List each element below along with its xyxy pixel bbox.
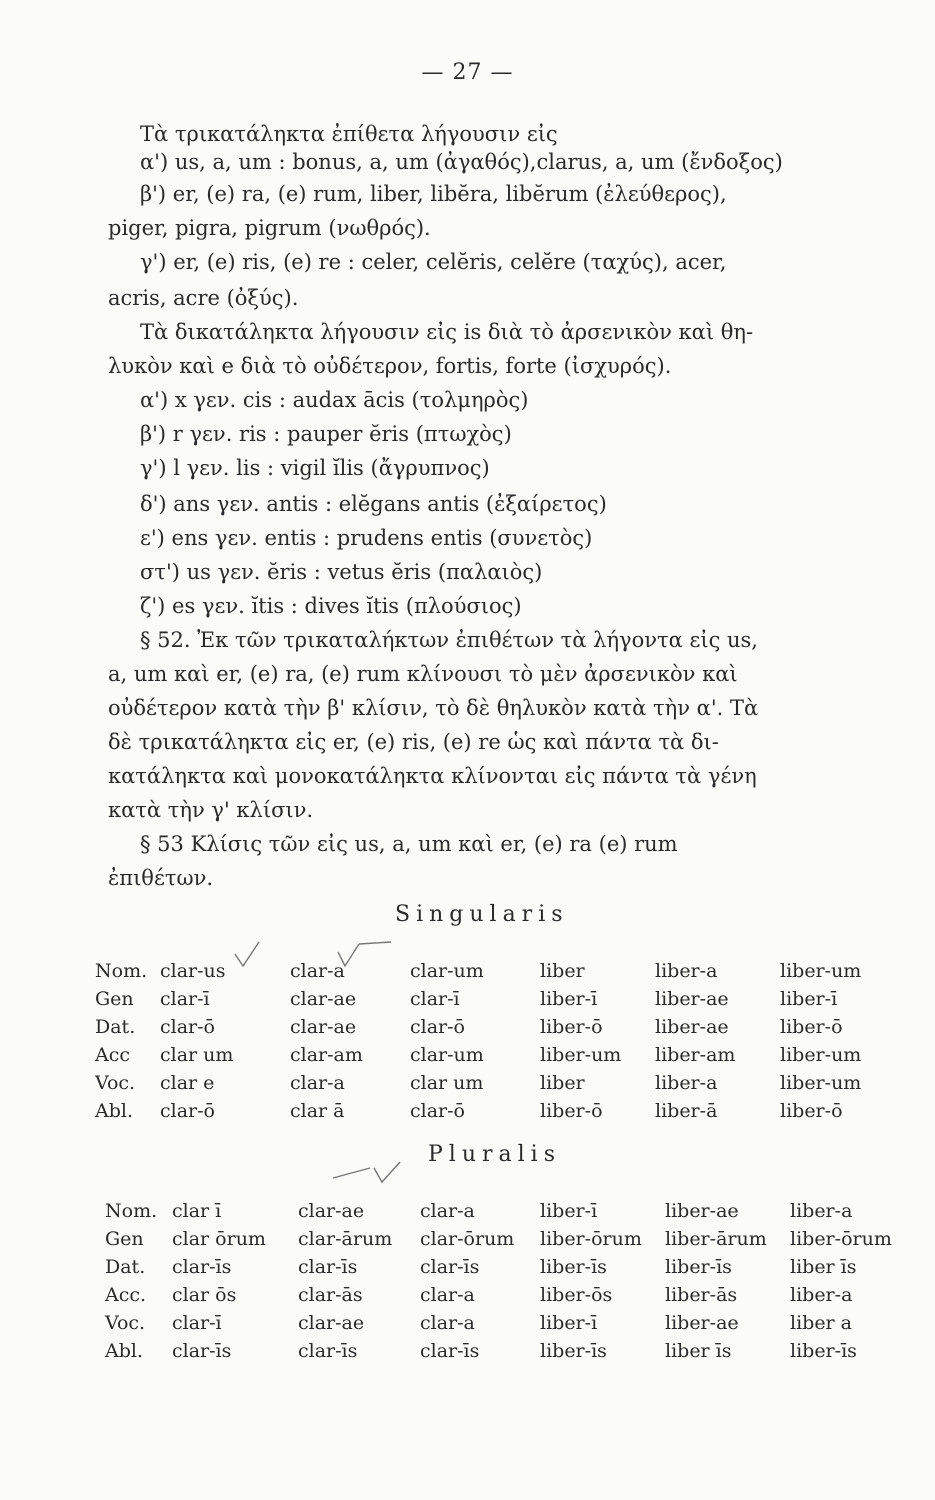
table-cell: clar-ō (160, 1100, 215, 1122)
table-cell: clar ī (172, 1200, 222, 1222)
paragraph-line: β') r γεν. ris : pauper ĕris (πτωχὸς) (140, 422, 512, 446)
table-cell: clar-īs (172, 1256, 232, 1278)
table-cell: liber-um (540, 1044, 622, 1066)
table-cell: liber īs (665, 1340, 732, 1362)
table-cell: clar-ī (160, 988, 210, 1010)
table-cell: liber-am (655, 1044, 736, 1066)
table-cell: clar-ās (298, 1284, 363, 1306)
case-label: Gen (105, 1228, 144, 1250)
table-cell: liber-um (780, 1044, 862, 1066)
table-cell: liber-īs (540, 1340, 607, 1362)
table-cell: liber-ae (665, 1200, 739, 1222)
case-label: Dat. (105, 1256, 146, 1278)
paragraph-line: ε') ens γεν. entis : prudens entis (συνετὸς) (140, 526, 593, 550)
case-label: Nom. (105, 1200, 158, 1222)
case-label: Abl. (95, 1100, 133, 1122)
table-cell: clar um (410, 1072, 484, 1094)
table-cell: liber-īs (540, 1256, 607, 1278)
table-cell: liber a (790, 1312, 853, 1334)
paragraph-line: δὲ τρικατάληκτα εἰς er, (e) ris, (e) re ὡς καὶ πάντα τὰ δι- (108, 730, 719, 754)
table-cell: clar-īs (420, 1256, 480, 1278)
table-cell: liber-a (655, 960, 718, 982)
table-cell: liber-a (790, 1284, 853, 1306)
table-cell: liber (540, 960, 585, 982)
table-cell: clar-ī (410, 988, 460, 1010)
table-cell: liber-ō (780, 1100, 843, 1122)
table-cell: liber-ā (655, 1100, 718, 1122)
check-mark-icon (335, 940, 395, 970)
table-cell: liber-ō (540, 1100, 603, 1122)
paragraph-line: α') us, a, um : bonus, a, um (ἀγαθός),clarus, a, um (ἔνδοξος) (140, 150, 783, 174)
table-cell: liber-īs (790, 1340, 857, 1362)
case-label: Abl. (105, 1340, 143, 1362)
table-cell: liber-ōs (540, 1284, 613, 1306)
table-cell: clar-um (410, 1044, 484, 1066)
table-cell: clar-īs (298, 1256, 358, 1278)
table-cell: liber-īs (665, 1256, 732, 1278)
check-mark-icon (330, 1160, 420, 1186)
paragraph-line: § 53 Κλίσις τῶν εἰς us, a, um καὶ er, (e) ra (e) rum (140, 832, 678, 856)
page-number: — 27 — (421, 60, 514, 85)
table-cell: clar-īs (172, 1340, 232, 1362)
table-cell: liber īs (790, 1256, 857, 1278)
pluralis-heading: Pluralis (428, 1142, 562, 1167)
table-cell: clar-a (290, 960, 345, 982)
table-cell: clar-īs (298, 1340, 358, 1362)
table-cell: liber-a (790, 1200, 853, 1222)
case-label: Voc. (95, 1072, 136, 1094)
case-label: Voc. (105, 1312, 146, 1334)
table-cell: clar ōs (172, 1284, 237, 1306)
table-cell: liber-ō (540, 1016, 603, 1038)
table-cell: clar-ōrum (420, 1228, 515, 1250)
table-cell: clar-ō (410, 1100, 465, 1122)
table-cell: clar-am (290, 1044, 363, 1066)
paragraph-line: acris, acre (ὀξύς). (108, 286, 299, 310)
check-mark-icon (232, 940, 262, 970)
paragraph-line: Τὰ δικατάληκτα λήγουσιν εἰς is διὰ τὸ ἀρσενικὸν καὶ θη- (140, 320, 754, 344)
table-cell: liber-ae (655, 1016, 729, 1038)
table-cell: liber-ī (780, 988, 838, 1010)
table-cell: liber-ōrum (540, 1228, 642, 1250)
paragraph-line: ἐπιθέτων. (108, 866, 214, 890)
table-cell: clar um (160, 1044, 234, 1066)
table-cell: clar-ī (172, 1312, 222, 1334)
paragraph-line: piger, pigra, pigrum (νωθρός). (108, 216, 431, 240)
paragraph-line: § 52. Ἐκ τῶν τρικαταλήκτων ἐπιθέτων τὰ λήγοντα εἰς us, (140, 628, 758, 652)
paragraph-line: α') x γεν. cis : audax ācis (τολμηρὸς) (140, 388, 529, 412)
paragraph-line: κατὰ τὴν γ' κλίσιν. (108, 798, 314, 822)
table-cell: clar-a (420, 1284, 475, 1306)
table-cell: liber-um (780, 1072, 862, 1094)
paragraph-line: a, um καὶ er, (e) ra, (e) rum κλίνουσι τὸ μὲν ἀρσενικὸν καὶ (108, 662, 738, 686)
paragraph-line: λυκὸν καὶ e διὰ τὸ οὐδέτερον, fortis, forte (ἰσχυρός). (108, 354, 672, 378)
table-cell: liber-ō (780, 1016, 843, 1038)
singularis-heading: Singularis (395, 902, 569, 927)
table-cell: clar-um (410, 960, 484, 982)
table-cell: clar-a (290, 1072, 345, 1094)
case-label: Acc. (105, 1284, 147, 1306)
case-label: Gen (95, 988, 134, 1010)
table-cell: clar-ārum (298, 1228, 393, 1250)
paragraph-line: β') er, (e) ra, (e) rum, liber, libĕra, libĕrum (ἐλεύθερος), (140, 182, 727, 206)
table-cell: clar-ae (290, 988, 357, 1010)
table-cell: liber-ae (655, 988, 729, 1010)
table-cell: liber-ī (540, 1312, 598, 1334)
table-cell: liber-um (780, 960, 862, 982)
table-cell: liber-ae (665, 1312, 739, 1334)
table-cell: liber-ās (665, 1284, 738, 1306)
table-cell: clar-ae (298, 1200, 365, 1222)
table-cell: clar-us (160, 960, 226, 982)
paragraph-line: δ') ans γεν. antis : elĕgans antis (ἐξαίρετος) (140, 492, 607, 516)
paragraph-line: ζ') es γεν. ĭtis : dives ĭtis (πλούσιος) (140, 594, 522, 618)
table-cell: clar-ae (290, 1016, 357, 1038)
table-cell: clar-ae (298, 1312, 365, 1334)
table-cell: clar-ō (410, 1016, 465, 1038)
paragraph-line: Τὰ τρικατάληκτα ἐπίθετα λήγουσιν εἰς (140, 122, 558, 146)
table-cell: liber (540, 1072, 585, 1094)
table-cell: clar e (160, 1072, 215, 1094)
table-cell: clar ōrum (172, 1228, 266, 1250)
paragraph-line: οὐδέτερον κατὰ τὴν β' κλίσιν, τὸ δὲ θηλυκὸν κατὰ τὴν α'. Τὰ (108, 696, 759, 720)
table-cell: clar-īs (420, 1340, 480, 1362)
paragraph-line: γ') l γεν. lis : vigil ĭlis (ἄγρυπνος) (140, 456, 490, 480)
table-cell: clar-ō (160, 1016, 215, 1038)
table-cell: liber-ārum (665, 1228, 767, 1250)
paragraph-line: γ') er, (e) ris, (e) re : celer, celĕris, celĕre (ταχύς), acer, (140, 250, 727, 274)
table-cell: liber-ōrum (790, 1228, 892, 1250)
case-label: Acc (95, 1044, 131, 1066)
table-cell: clar ā (290, 1100, 345, 1122)
table-cell: clar-a (420, 1200, 475, 1222)
paragraph-line: στ') us γεν. ĕris : vetus ĕris (παλαιὸς) (140, 560, 543, 584)
case-label: Nom. (95, 960, 148, 982)
table-cell: liber-ī (540, 988, 598, 1010)
table-cell: liber-ī (540, 1200, 598, 1222)
paragraph-line: κατάληκτα καὶ μονοκατάληκτα κλίνονται εἰς πάντα τὰ γένη (108, 764, 757, 788)
table-cell: liber-a (655, 1072, 718, 1094)
case-label: Dat. (95, 1016, 136, 1038)
table-cell: clar-a (420, 1312, 475, 1334)
